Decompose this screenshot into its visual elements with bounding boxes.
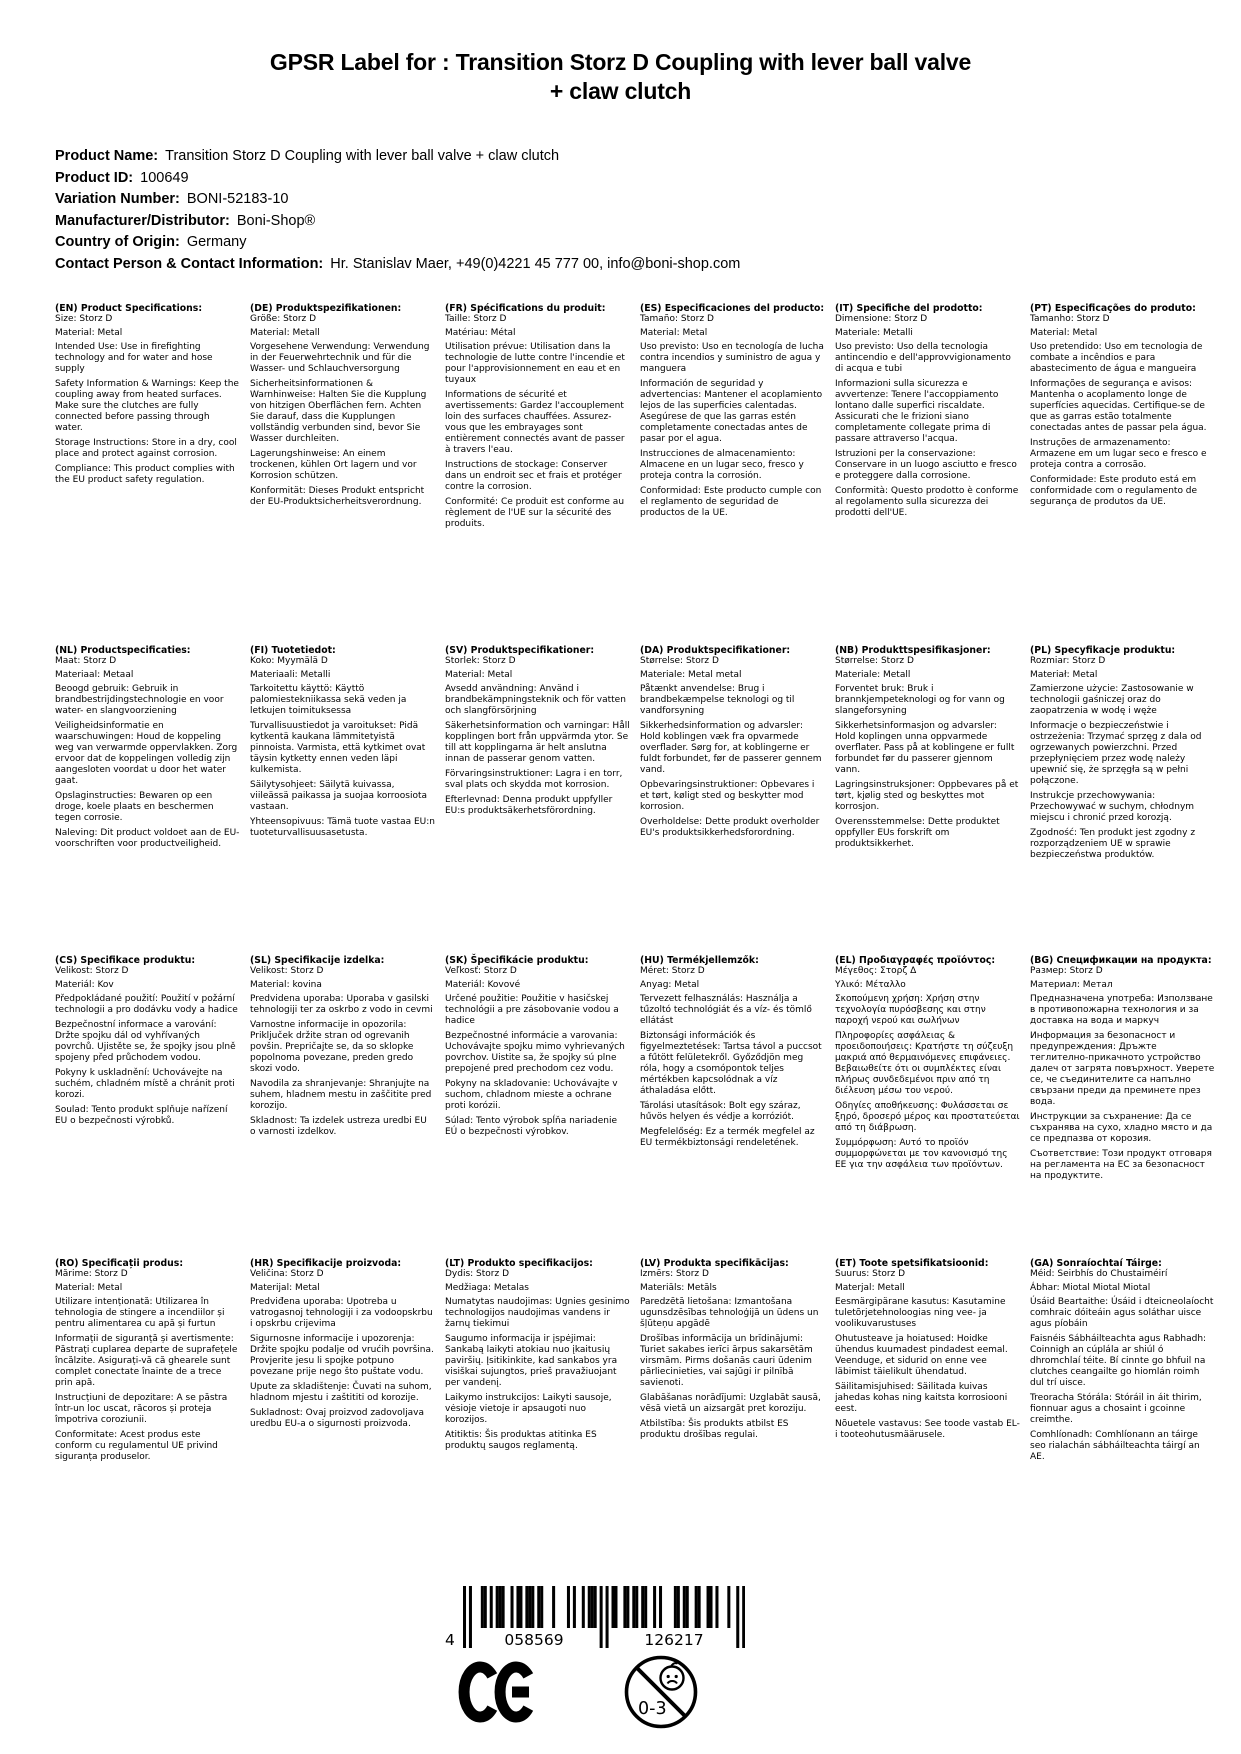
barcode-bar — [641, 1586, 644, 1628]
language-block-nb — [835, 645, 1020, 865]
barcode-bar — [623, 1586, 626, 1628]
language-block-paragraph: Velikost: Storz D — [55, 966, 129, 976]
barcode-bar — [463, 1586, 466, 1648]
language-block-heading: (ET) Toote spetsifikatsioonid: — [835, 1258, 989, 1269]
language-block-paragraph: Material: Metall — [250, 328, 320, 338]
language-block-paragraph: Predviđena uporaba: Upotreba u vatrogasnoj tehnologiji i za vodoopskrbu i opskrbu crijevima — [250, 1297, 433, 1329]
page-title-line2: + claw clutch — [549, 78, 692, 104]
barcode-bar — [484, 1586, 487, 1628]
language-block-paragraph: Utilisation prévue: Utilisation dans la technologie de lutte contre l'incendie et pour l'approvisionnement en eau et en tuyaux — [445, 342, 625, 385]
barcode-bar — [606, 1586, 609, 1648]
language-block-paragraph: Avsedd användning: Använd i brandbekämpningsteknik och för vatten och slangförsörjning — [445, 684, 626, 716]
age-warning-0-3-icon — [622, 1650, 700, 1734]
language-block-paragraph: Compliance: This product complies with the EU product safety regulation. — [55, 464, 235, 485]
barcode-bar — [715, 1586, 718, 1628]
language-block-paragraph: Veiligheidsinformatie en waarschuwingen: Houd de koppeling weg van verwarmde oppervlakken. Zorg ervoor dat de koppelingen volledig zijn aangesloten voordat u door het water gaat. — [55, 721, 238, 786]
language-block-paragraph: Comhlíonadh: Comhlíonann an táirge seo rialachán sábháilteachta táirgí an AE. — [1030, 1430, 1200, 1462]
language-block-paragraph: Opslaginstructies: Bewaren op een droge, koele plaats en beschermen tegen corrosie. — [55, 791, 214, 823]
language-block-paragraph: Materiale: Metall — [835, 670, 911, 680]
language-block-paragraph: Säilitamisjuhised: Säilitada kuivas jahedas kohas ning kaitsta korrosiooni eest. — [835, 1382, 1008, 1414]
product-info-label: Country of Origin: — [55, 234, 180, 251]
language-block-heading: (SK) Špecifikácie produktu: — [445, 955, 589, 966]
product-info-label: Manufacturer/Distributor: — [55, 212, 230, 229]
language-block-heading: (HU) Termékjellemzők: — [640, 955, 759, 966]
language-block-heading: (GA) Sonraíochtaí Táirge: — [1030, 1258, 1162, 1269]
language-blocks-row-1 — [55, 303, 1220, 534]
barcode-bar — [552, 1586, 555, 1628]
language-block-paragraph: Nõuetele vastavus: See toode vastab EL-i tooteohutusmäärusele. — [835, 1419, 1020, 1440]
language-block-heading: (PL) Specyfikacje produktu: — [1030, 645, 1176, 656]
language-block-paragraph: Предназначена употреба: Използване в противопожарна технология и за доставка на вода и маркуч — [1030, 994, 1213, 1026]
language-block-paragraph: Soulad: Tento produkt splňuje nařízení EU o bezpečnosti výrobků. — [55, 1105, 228, 1126]
language-block-paragraph: Megfelelőség: Ez a termék megfelel az EU termékbiztonsági rendeletének. — [640, 1127, 815, 1148]
language-block-paragraph: Υλικό: Μέταλλο — [835, 980, 906, 990]
language-block-paragraph: Material: Metal — [55, 1283, 123, 1293]
language-block-paragraph: Treoracha Stórála: Stóráil in áit thirim, fionnuar agus a chosaint i gcoinne creimthe. — [1030, 1393, 1202, 1425]
language-block-paragraph: Informazioni sulla sicurezza e avvertenze: Tenere l'accoppiamento lontano dalle superfici riscaldate. Assicurati che le frizioni siano completamente collegate prima di passare attraverso l'acqua. — [835, 379, 999, 444]
language-block-paragraph: Méid: Seirbhís do Chustaiméirí — [1030, 1269, 1168, 1279]
language-block-paragraph: Lagerungshinweise: An einem trockenen, kühlen Ort lagern und vor Korrosion schützen. — [250, 449, 417, 481]
language-block-paragraph: Velikost: Storz D — [250, 966, 324, 976]
language-block-paragraph: Größe: Storz D — [250, 314, 317, 324]
language-block-paragraph: Maat: Storz D — [55, 656, 117, 666]
barcode-bar — [626, 1586, 629, 1628]
barcode-bar — [591, 1586, 594, 1628]
language-block-paragraph: Upute za skladištenje: Čuvati na suhom, hladnom mjestu i zaštititi od korozije. — [250, 1382, 432, 1403]
product-info-row-3 — [55, 211, 1175, 233]
barcode-bar — [727, 1586, 730, 1628]
language-block-paragraph: Yhteensopivuus: Tämä tuote vastaa EU:n tuoteturvallisuusasetusta. — [250, 817, 435, 838]
barcode-bar — [528, 1586, 531, 1628]
language-block-paragraph: Tamaño: Storz D — [640, 314, 714, 324]
language-block-paragraph: Tervezett felhasználás: Használja a tűzoltó technológiát és a víz- és tömlő ellátást — [640, 994, 812, 1026]
language-block-paragraph: Materiał: Metal — [1030, 670, 1098, 680]
language-block-heading: (CS) Specifikace produktu: — [55, 955, 196, 966]
language-block-heading: (RO) Specificații produs: — [55, 1258, 184, 1269]
language-block-paragraph: Navodila za shranjevanje: Shranjujte na suhem, hladnem mestu in zaščitite pred korozijo. — [250, 1079, 432, 1111]
language-block-paragraph: Drošības informācija un brīdinājumi: Turiet sakabes ierīci ārpus sakarsētām virsmām. Pirms došanās cauri ūdenim pārliecinieties, vai sajūgi ir pilnībā savienoti. — [640, 1334, 813, 1388]
language-block-paragraph: Materiāls: Metāls — [640, 1283, 717, 1293]
ean-barcode — [439, 1586, 745, 1650]
language-block-heading: (LT) Produkto specifikacijos: — [445, 1258, 593, 1269]
language-block-paragraph: Materiale: Metalli — [835, 328, 913, 338]
barcode-bar — [653, 1586, 656, 1628]
language-block-heading: (IT) Specifiche del prodotto: — [835, 303, 983, 314]
language-block-paragraph: Materiaal: Metaal — [55, 670, 134, 680]
barcode-bar — [594, 1586, 597, 1628]
barcode-bar — [644, 1586, 647, 1628]
product-info-row-0 — [55, 146, 1175, 168]
language-block-paragraph: Informações de segurança e avisos: Mantenha o acoplamento longe de superfícies aquecidas. Certifique-se de que as garras estão totalmente conectadas antes de passar pela água. — [1030, 379, 1207, 433]
language-block-paragraph: Atitiktis: Šis produktas atitinka ES produktų saugos reglamentą. — [445, 1430, 597, 1451]
barcode-bar — [698, 1586, 701, 1628]
language-block-paragraph: Μέγεθος: Στορζ Δ — [835, 966, 917, 976]
barcode-group1: 058569 — [504, 1631, 564, 1649]
language-block-paragraph: Säilytysohjeet: Säilytä kuivassa, viileässä paikassa ja suojaa korroosiota vastaan. — [250, 780, 428, 812]
barcode-bar — [742, 1586, 745, 1648]
language-block-paragraph: Οδηγίες αποθήκευσης: Φυλάσσεται σε ξηρό, δροσερό μέρος και προστατεύεται από τη διάβρωση. — [835, 1101, 1020, 1133]
language-block-paragraph: Laikymo instrukcijos: Laikyti sausoje, vėsioje vietoje ir apsaugoti nuo korozijos. — [445, 1393, 612, 1425]
language-block-paragraph: Méret: Storz D — [640, 966, 705, 976]
barcode-bar — [496, 1586, 499, 1628]
product-info-value: Germany — [186, 234, 247, 251]
language-block-heading: (DE) Produktspezifikationen: — [250, 303, 402, 314]
language-block-heading: (FR) Spécifications du produit: — [445, 303, 606, 314]
language-block-paragraph: Informații de siguranță și avertismente: Păstrați cuplarea departe de suprafețele încălzite. Asigurați-vă că ghearele sunt complet conectate înainte de a trece prin apă. — [55, 1334, 238, 1388]
language-block-paragraph: Anyag: Metal — [640, 980, 700, 990]
product-info-row-4 — [55, 232, 1175, 254]
language-block-paragraph: Naleving: Dit product voldoet aan de EU-voorschriften voor productveiligheid. — [55, 828, 240, 849]
language-block-pt — [1030, 303, 1215, 534]
language-block-paragraph: Intended Use: Use in firefighting technology and for water and hose supply — [55, 342, 213, 374]
language-block-paragraph: Materijal: Metal — [250, 1283, 320, 1293]
page-title-line1: GPSR Label for : Transition Storz D Coupling with lever ball valve — [269, 49, 972, 75]
language-block-paragraph: Glabāšanas norādījumi: Uzglabāt sausā, vēsā vietā un aizsargāt pret koroziju. — [640, 1393, 821, 1414]
product-info-section — [55, 146, 1175, 276]
barcode-bar — [600, 1586, 603, 1648]
barcode-bar — [707, 1586, 710, 1628]
language-block-lv — [640, 1258, 825, 1467]
language-block-paragraph: Paredzētā lietošana: Izmantošana ugunsdzēsības tehnoloģijā un ūdens un šļūteņu apgādē — [640, 1297, 819, 1329]
language-block-paragraph: Dimensione: Storz D — [835, 314, 928, 324]
language-block-paragraph: Instrucțiuni de depozitare: A se păstra într-un loc uscat, răcoros și proteja împotriva coroziunii. — [55, 1393, 228, 1425]
language-block-paragraph: Material: Metal — [445, 670, 513, 680]
language-block-es — [640, 303, 825, 534]
language-block-paragraph: Biztonsági információk és figyelmeztetések: Tartsa távol a puccsot a fűtött felületekről. Győződjön meg róla, hogy a csomópontok teljes mértékben kapcsolódnak a víz áthaladása előtt. — [640, 1031, 822, 1096]
barcode-bar — [540, 1586, 543, 1628]
language-block-paragraph: Tárolási utasítások: Bolt egy száraz, hűvös helyen és védje a korróziót. — [640, 1101, 801, 1122]
age-warning-label: 0-3 — [638, 1699, 667, 1719]
language-block-paragraph: Forventet bruk: Bruk i brannkjempeteknologi og for vann og slangeforsyning — [835, 684, 1005, 716]
language-block-paragraph: Uso previsto: Uso en tecnología de lucha contra incendios y suministro de agua y manguera — [640, 342, 824, 374]
language-blocks-row-2 — [55, 645, 1220, 865]
language-block-paragraph: Påtænkt anvendelse: Brug i brandbekæmpelse teknologi og til vandforsyning — [640, 684, 795, 716]
language-block-nl — [55, 645, 240, 865]
language-block-lt — [445, 1258, 630, 1467]
language-block-paragraph: Predvidena uporaba: Uporaba v gasilski tehnologiji ter za oskrbo z vodo in cevmi — [250, 994, 433, 1015]
product-info-label: Product Name: — [55, 148, 159, 164]
barcode-bar — [588, 1586, 591, 1628]
language-block-paragraph: Conformitate: Acest produs este conform cu regulamentul UE privind siguranța produselor. — [55, 1430, 218, 1462]
product-info-row-5 — [55, 254, 1175, 276]
barcode-bar — [537, 1586, 540, 1628]
language-block-paragraph: Taille: Storz D — [445, 314, 507, 324]
language-block-fr — [445, 303, 630, 534]
product-info-label: Contact Person & Contact Information: — [55, 255, 324, 272]
language-block-paragraph: Material: Metal — [55, 328, 123, 338]
language-block-paragraph: Conformidade: Este produto está em conformidade com o regulamento de segurança de produtos da UE. — [1030, 475, 1198, 507]
language-block-paragraph: Conformité: Ce produit est conforme au règlement de l'UE sur la sécurité des produits. — [445, 497, 625, 529]
language-block-paragraph: Размер: Storz D — [1030, 966, 1103, 976]
language-block-heading: (EL) Προδιαγραφές προϊόντος: — [835, 955, 996, 966]
barcode-bar — [502, 1586, 505, 1628]
language-block-hu — [640, 955, 825, 1186]
product-info-row-2 — [55, 189, 1175, 211]
language-block-ro — [55, 1258, 240, 1467]
barcode-bar — [674, 1586, 677, 1628]
product-info-label: Product ID: — [55, 169, 134, 186]
language-block-paragraph: Ohutusteave ja hoiatused: Hoidke ühendus kuumadest pindadest eemal. Veenduge, et sidurid on enne vee läbimist täielikult ühendatud. — [835, 1334, 1008, 1377]
language-block-paragraph: Sikkerhetsinformasjon og advarsler: Hold koplingen unna oppvarmede overflater. Pass på at koblingene er fullt forbundet før du passerer gjennom vann. — [835, 721, 1015, 775]
language-block-heading: (SL) Specifikacije izdelka: — [250, 955, 385, 966]
language-block-paragraph: Súlad: Tento výrobok spĺňa nariadenie EÚ o bezpečnosti výrobkov. — [445, 1116, 618, 1137]
language-block-paragraph: Σκοπούμενη χρήση: Χρήση στην τεχνολογία πυρόσβεσης και στην παροχή νερού και σωλήνων — [835, 994, 986, 1026]
language-block-it — [835, 303, 1020, 534]
barcode-bar — [614, 1586, 617, 1628]
language-block-paragraph: Lagringsinstruksjoner: Oppbevares på et tørt, kjølig sted og beskyttes mot korrosjon. — [835, 780, 1019, 812]
language-block-paragraph: Overensstemmelse: Dette produktet oppfyller EUs forskrift om produktsikkerhet. — [835, 817, 1000, 849]
language-block-paragraph: Størrelse: Storz D — [640, 656, 719, 666]
language-block-paragraph: Matériau: Métal — [445, 328, 516, 338]
language-block-sv — [445, 645, 630, 865]
language-block-hr — [250, 1258, 435, 1467]
language-block-heading: (BG) Спецификации на продукта: — [1030, 955, 1212, 966]
language-block-paragraph: Storlek: Storz D — [445, 656, 516, 666]
language-block-paragraph: Συμμόρφωση: Αυτό το προϊόν συμμορφώνεται με τον κανονισμό της ΕΕ για την ασφάλεια των προϊόντων. — [835, 1138, 1008, 1170]
language-block-cs — [55, 955, 240, 1186]
language-block-da — [640, 645, 825, 865]
language-block-paragraph: Turvallisuustiedot ja varoitukset: Pidä kytkentä kaukana lämmitetyistä pinnoista. Varmista, että kytkimet ovat täysin kytketty ennen veden läpi kulkemista. — [250, 721, 426, 775]
ce-mark-icon — [452, 1660, 538, 1724]
language-block-heading: (EN) Product Specifications: — [55, 303, 203, 314]
barcode-bar — [736, 1586, 739, 1648]
barcode-bar — [710, 1586, 713, 1628]
language-block-paragraph: Saugumo informacija ir įspėjimai: Sankabą laikyti atokiau nuo įkaitusių paviršių. Įsitikinkite, kad sankabos yra visiškai sujungtos, prieš pravažiuojant per vandenį. — [445, 1334, 618, 1388]
barcode-bar — [531, 1586, 534, 1628]
language-block-paragraph: Konformität: Dieses Produkt entspricht der EU-Produktsicherheitsverordnung. — [250, 486, 425, 507]
language-block-en — [55, 303, 240, 534]
language-block-heading: (FI) Tuotetiedot: — [250, 645, 336, 656]
barcode-bar — [567, 1586, 570, 1628]
language-block-paragraph: Koko: Myymälä D — [250, 656, 328, 666]
language-block-paragraph: Veličina: Storz D — [250, 1269, 324, 1279]
language-block-paragraph: Informacje o bezpieczeństwie i ostrzeżenia: Trzymać sprzęg z dala od ogrzewanych powierzchni. Przed przepłynięciem przez wodę należy upewnić się, że sprzęgła są w pełni połączone. — [1030, 721, 1202, 786]
language-block-heading: (SV) Produktspecifikationer: — [445, 645, 595, 656]
barcode-bar — [632, 1586, 635, 1628]
language-block-pl — [1030, 645, 1215, 865]
language-block-paragraph: Safety Information & Warnings: Keep the coupling away from heated surfaces. Make sure the clutches are fully connected before passing through water. — [55, 379, 239, 433]
page-title — [0, 48, 1241, 106]
product-info-label: Variation Number: — [55, 191, 180, 208]
language-block-paragraph: Instrucciones de almacenamiento: Almacene en un lugar seco, fresco y proteja contra la corrosión. — [640, 449, 804, 481]
language-block-el — [835, 955, 1020, 1186]
language-block-paragraph: Materiál: Kovové — [445, 980, 521, 990]
language-block-de — [250, 303, 435, 534]
language-block-paragraph: Storage Instructions: Store in a dry, cool place and protect against corrosion. — [55, 438, 237, 459]
language-block-paragraph: Informations de sécurité et avertissements: Gardez l'accouplement loin des surfaces chauffées. Assurez-vous que les embrayages sont entièrement connectés avant de passer à travers l'eau. — [445, 390, 625, 455]
language-block-paragraph: Určené použitie: Použitie v hasičskej technológii a pre zásobovanie vodou a hadice — [445, 994, 619, 1026]
language-block-paragraph: Съответствие: Този продукт отговаря на регламента на ЕС за безопасност на продуктите. — [1030, 1149, 1212, 1181]
language-block-paragraph: Информация за безопасност и предупреждения: Дръжте теглително-прикачното устройство далеч от загрята повърхност. Уверете се, че съединителите са напълно свързани преди да преминете през вода. — [1030, 1031, 1215, 1107]
language-block-paragraph: Eesmärgipärane kasutus: Kasutamine tuletõrjetehnoloogias ning vee- ja voolikuvarustuses — [835, 1297, 1006, 1329]
language-block-paragraph: Uso pretendido: Uso em tecnologia de combate a incêndios e para abastecimento de água e mangueira — [1030, 342, 1203, 374]
product-info-value: Hr. Stanislav Maer, +49(0)4221 45 777 00, info@boni-shop.com — [330, 255, 741, 272]
language-block-paragraph: Sikkerhedsinformation og advarsler: Hold koblingen væk fra opvarmede overflader. Sørg for, at koblingerne er fuldt forbundet, før de passerer gennem vand. — [640, 721, 822, 775]
product-info-value: 100649 — [140, 169, 189, 186]
language-block-paragraph: Size: Storz D — [55, 314, 113, 324]
language-block-paragraph: Sukladnost: Ovaj proizvod zadovoljava uredbu EU-a o sigurnosti proizvoda. — [250, 1408, 424, 1429]
barcode-bar — [481, 1586, 484, 1628]
language-block-heading: (NL) Productspecificaties: — [55, 645, 191, 656]
language-block-paragraph: Veľkosť: Storz D — [445, 966, 517, 976]
language-block-paragraph: Suurus: Storz D — [835, 1269, 906, 1279]
barcode-group2: 126217 — [644, 1631, 704, 1649]
language-block-paragraph: Utilizare intenționată: Utilizarea în tehnologia de stingere a incendiilor și pentru alimentarea cu apă și furtun — [55, 1297, 225, 1329]
language-block-paragraph: Bezpečnostní informace a varování: Držte spojku dál od vyhřívaných povrchů. Ujistěte se, že spojky jsou plně spojeny před průchodem vodou. — [55, 1020, 236, 1063]
product-info-row-1 — [55, 168, 1175, 190]
language-block-heading: (DA) Produktspecifikationer: — [640, 645, 791, 656]
language-block-paragraph: Instructions de stockage: Conserver dans un endroit sec et frais et protéger contre la corrosion. — [445, 460, 622, 492]
language-block-paragraph: Tarkoitettu käyttö: Käyttö palomiestekniikassa sekä veden ja letkujen toimituksessa — [250, 684, 407, 716]
language-block-paragraph: Skladnost: Ta izdelek ustreza uredbi EU o varnosti izdelkov. — [250, 1116, 427, 1137]
language-block-paragraph: Istruzioni per la conservazione: Conservare in un luogo asciutto e fresco e proteggere dalla corrosione. — [835, 449, 1017, 481]
language-block-paragraph: Dydis: Storz D — [445, 1269, 510, 1279]
language-block-paragraph: Izmērs: Storz D — [640, 1269, 709, 1279]
language-block-paragraph: Bezpečnostné informácie a varovania: Uchovávajte spojku mimo vyhrievaných povrchov. Uistite sa, že spojky sú plne prepojené pred prechodom cez vodu. — [445, 1031, 625, 1074]
language-block-paragraph: Størrelse: Storz D — [835, 656, 914, 666]
language-block-heading: (LV) Produkta specifikācijas: — [640, 1258, 789, 1269]
barcode-bar — [519, 1586, 522, 1628]
language-block-paragraph: Instrukcje przechowywania: Przechowywać w suchym, chłodnym miejscu i chronić przed korozją. — [1030, 791, 1195, 823]
language-block-paragraph: Materjal: Metall — [835, 1283, 905, 1293]
language-block-paragraph: Materiale: Metal metal — [640, 670, 742, 680]
barcode-bar — [499, 1586, 502, 1628]
language-block-paragraph: Medžiaga: Metalas — [445, 1283, 529, 1293]
language-block-paragraph: Ábhar: Miotal Miotal Miotal — [1030, 1283, 1151, 1293]
barcode-bar — [612, 1586, 615, 1628]
barcode-bar — [695, 1586, 698, 1628]
language-block-heading: (PT) Especificações do produto: — [1030, 303, 1196, 314]
product-info-value: BONI-52183-10 — [186, 191, 289, 208]
language-block-et — [835, 1258, 1020, 1467]
language-blocks-row-4 — [55, 1258, 1220, 1467]
language-block-paragraph: Material: kovina — [250, 980, 322, 990]
language-block-sl — [250, 955, 435, 1186]
language-block-fi — [250, 645, 435, 865]
barcode-bar — [582, 1586, 585, 1628]
language-block-paragraph: Vorgesehene Verwendung: Verwendung in der Feuerwehrtechnik und für die Wasser- und Schlauchversorgung — [250, 342, 430, 374]
language-block-paragraph: Pokyny k uskladnění: Uchovávejte na suchém, chladném místě a chránit proti korozi. — [55, 1068, 235, 1100]
language-block-paragraph: Materiaali: Metalli — [250, 670, 331, 680]
language-block-paragraph: Zgodność: Ten produkt jest zgodny z rozporządzeniem UE w sprawie bezpieczeństwa produktów. — [1030, 828, 1196, 860]
language-block-paragraph: Förvaringsinstruktioner: Lagra i en torr, sval plats och skydda mot korrosion. — [445, 769, 623, 790]
language-block-paragraph: Úsáid Beartaithe: Úsáid i dteicneolaíocht comhraic dóiteáin agus soláthar uisce agus píobáin — [1030, 1297, 1214, 1329]
language-block-paragraph: Efterlevnad: Denna produkt uppfyller EU:s produktsäkerhetsförordning. — [445, 795, 613, 816]
language-block-paragraph: Overholdelse: Dette produkt overholder EU's produktsikkerhedsforordning. — [640, 817, 820, 838]
language-block-paragraph: Материал: Метал — [1030, 980, 1113, 990]
barcode-bar — [516, 1586, 519, 1628]
language-block-paragraph: Předpokládané použití: Použití v požární technologii a pro dodávku vody a hadice — [55, 994, 238, 1015]
language-block-paragraph: Atbilstība: Šis produkts atbilst ES produktu drošības regulai. — [640, 1419, 789, 1440]
language-block-paragraph: Conformidad: Este producto cumple con el reglamento de seguridad de productos de la UE. — [640, 486, 822, 518]
product-info-value: Boni-Shop® — [236, 212, 316, 229]
language-blocks-row-3 — [55, 955, 1220, 1186]
language-block-paragraph: Materiál: Kov — [55, 980, 114, 990]
language-block-paragraph: Faisnéis Sábháilteachta agus Rabhadh: Coinnigh an cúplála ar shiúl ó dhromchlaí téite. Bí cinnte go bhfuil na clutches ceangailte go hiomlán roimh dul trí uisce. — [1030, 1334, 1207, 1388]
language-block-paragraph: Numatytas naudojimas: Ugnies gesinimo technologijos naudojimas vandens ir žarnų tiekimui — [445, 1297, 630, 1329]
language-block-ga — [1030, 1258, 1215, 1467]
barcode-bar — [490, 1586, 493, 1628]
language-block-paragraph: Material: Metal — [640, 328, 708, 338]
language-block-paragraph: Sicherheitsinformationen & Warnhinweise: Halten Sie die Kupplung von hitzigen Oberflächen fern. Achten Sie darauf, dass die Kupplungen vollständig verbunden sind, bevor Sie Wasser durchleiten. — [250, 379, 427, 444]
language-block-paragraph: Opbevaringsinstruktioner: Opbevares i et tørt, køligt sted og beskytter mod korrosion. — [640, 780, 815, 812]
language-block-paragraph: Πληροφορίες ασφάλειας & προειδοποιήσεις: Κρατήστε τη σύζευξη μακριά από θερμαινόμενες επιφάνειες. Βεβαιωθείτε ότι οι συμπλέκτες είναι πλήρως συνδεδεμένοι πριν από τη διέλευση μέσω του νερού. — [835, 1031, 1014, 1096]
language-block-paragraph: Rozmiar: Storz D — [1030, 656, 1106, 666]
language-block-heading: (ES) Especificaciones del producto: — [640, 303, 825, 314]
barcode-bar — [525, 1586, 528, 1628]
language-block-bg — [1030, 955, 1215, 1186]
language-block-heading: (HR) Specifikacije proizvoda: — [250, 1258, 402, 1269]
language-block-paragraph: Información de seguridad y advertencias: Mantener el acoplamiento lejos de las superficies calentadas. Asegúrese de que las garras estén completamente conectadas antes de pasar por el agua. — [640, 379, 823, 444]
barcode-bar — [683, 1586, 686, 1628]
language-block-paragraph: Инструкции за съхранение: Да се съхранява на сухо, хладно място и да се предпазва от корозия. — [1030, 1112, 1213, 1144]
language-block-paragraph: Uso previsto: Uso della tecnologia antincendio e dell'approvvigionamento di acqua e tubi — [835, 342, 1011, 374]
language-block-paragraph: Conformità: Questo prodotto è conforme al regolamento sulla sicurezza dei prodotti dell'UE. — [835, 486, 1019, 518]
barcode-left-digit: 4 — [445, 1631, 455, 1649]
language-block-paragraph: Zamierzone użycie: Zastosowanie w technologii gaśniczej oraz do zaopatrzenia w wodę i węże — [1030, 684, 1194, 716]
language-block-paragraph: Instruções de armazenamento: Armazene em um lugar seco e fresco e proteja contra a corrosão. — [1030, 438, 1207, 470]
language-block-paragraph: Pokyny na skladovanie: Uchovávajte v suchom, chladnom mieste a ochrane proti korózii. — [445, 1079, 618, 1111]
language-block-paragraph: Tamanho: Storz D — [1030, 314, 1110, 324]
language-block-paragraph: Material: Metal — [1030, 328, 1098, 338]
barcode-bar — [573, 1586, 576, 1628]
language-block-paragraph: Sigurnosne informacije i upozorenja: Držite spojku podalje od vrućih površina. Provjerite jesu li spojke potpuno povezane prije nego što puštate vodu. — [250, 1334, 434, 1377]
barcode-bar — [635, 1586, 638, 1628]
language-block-paragraph: Säkerhetsinformation och varningar: Håll kopplingen bort från uppvärmda ytor. Se till att kopplingarna är helt anslutna innan de passerar genom vatten. — [445, 721, 630, 764]
barcode-bar — [686, 1586, 689, 1628]
barcode-bar — [511, 1586, 514, 1628]
language-block-paragraph: Beoogd gebruik: Gebruik in brandbestrijdingstechnologie en voor water- en slangvoorziening — [55, 684, 224, 716]
product-info-value: Transition Storz D Coupling with lever ball valve + claw clutch — [165, 148, 560, 164]
barcode-bar — [659, 1586, 662, 1628]
language-block-paragraph: Mărime: Storz D — [55, 1269, 128, 1279]
language-block-heading: (NB) Produkttspesifikasjoner: — [835, 645, 991, 656]
language-block-sk — [445, 955, 630, 1186]
barcode-bar — [677, 1586, 680, 1628]
language-block-paragraph: Varnostne informacije in opozorila: Priključek držite stran od ogrevanih povšin. Prepričajte se, da so sklopke popolnoma povezane, preden gredo skozi vodo. — [250, 1020, 414, 1074]
barcode-bar — [469, 1586, 472, 1648]
